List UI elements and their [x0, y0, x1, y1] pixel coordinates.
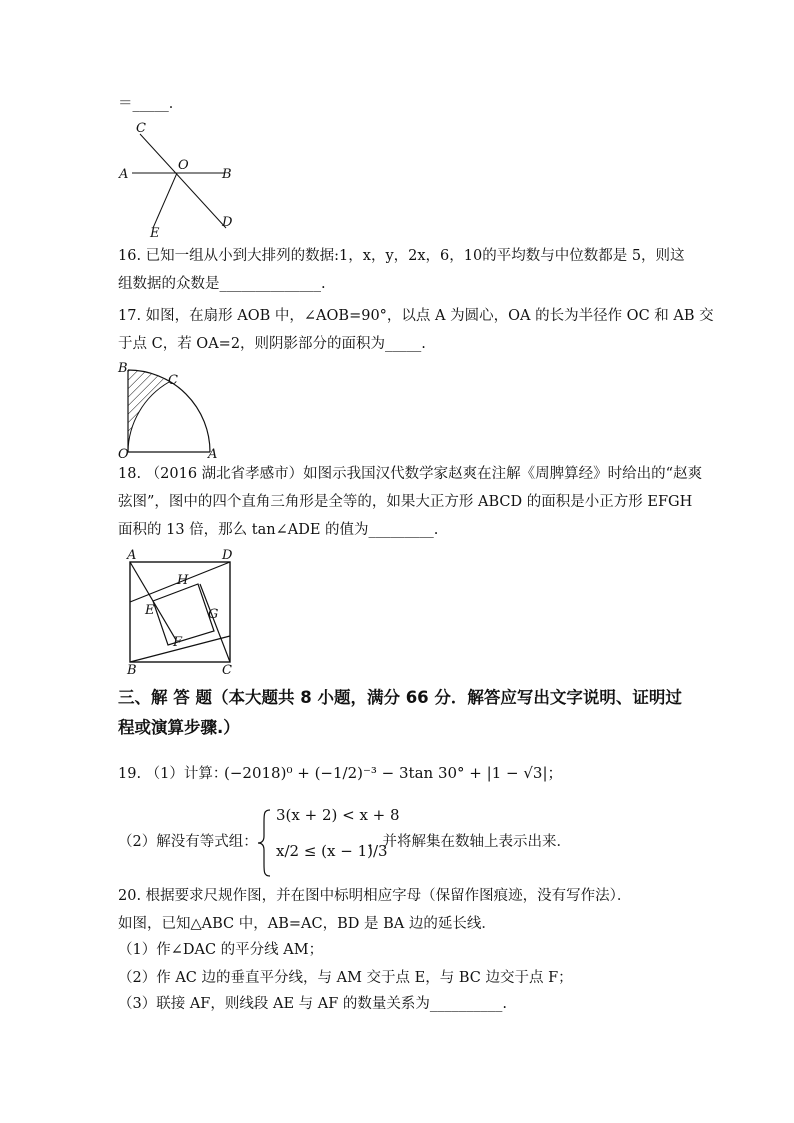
- section-3-heading-line-1: 三、解 答 题（本大题共 8 小题，满分 66 分．解答应写出文字说明、证明过: [118, 688, 682, 707]
- left-brace-icon: [256, 808, 274, 878]
- fig17-label-a: A: [208, 447, 218, 460]
- fig18-label-c: C: [222, 663, 232, 676]
- q19-part1-expression: (−2018)⁰ + (−1/2)⁻³ − 3tan 30° + |1 − √3|；: [224, 764, 563, 782]
- q20-line-2: 如图，已知△ABC 中，AB=AC，BD 是 BA 边的延长线．: [118, 916, 496, 932]
- fig17-label-o: O: [118, 447, 129, 460]
- fig18-label-h: H: [177, 573, 189, 588]
- fig18-label-b: B: [127, 663, 137, 676]
- q17-line-1: 17. 如图，在扇形 AOB 中，∠AOB=90°，以点 A 为圆心，OA 的长为半径作 OC 和 AB 交: [118, 308, 714, 324]
- fig15-label-d: D: [222, 215, 233, 230]
- fig18-label-a: A: [127, 548, 137, 563]
- q20-line-1: 20. 根据要求尺规作图，并在图中标明相应字母（保留作图痕迹，没有写作法）．: [118, 888, 632, 904]
- figure-q17-sector: [114, 360, 224, 460]
- fig18-label-g: G: [208, 607, 219, 622]
- inequality-1: 3(x + 2) < x + 8: [276, 806, 400, 824]
- q19-part2-prefix: （2）解没有等式组：: [118, 834, 258, 850]
- fig15-label-b: B: [222, 167, 232, 182]
- q18-line-1: 18. （2016 湖北省孝感市）如图示我国汉代数学家赵爽在注解《周脾算经》时给出的“赵爽: [118, 466, 703, 482]
- answer-blank-line-15: ＝_____．: [118, 96, 184, 112]
- inequality-2: x/2 ≤ (x − 1)/3: [276, 842, 388, 860]
- q16-line-2: 组数据的众数是______________.: [118, 276, 326, 292]
- q19-part1-prefix: 19. （1）计算：: [118, 766, 228, 782]
- fig15-label-c: C: [136, 121, 146, 136]
- fig18-label-f: F: [173, 635, 183, 650]
- fig15-label-e: E: [150, 226, 160, 238]
- q16-line-1: 16. 已知一组从小到大排列的数据:1，x，y，2x，6，10的平均数与中位数都是 5，则这: [118, 248, 685, 264]
- q20-line-5: （3）联接 AF，则线段 AE 与 AF 的数量关系为__________.: [118, 996, 507, 1012]
- q20-line-3: （1）作∠DAC 的平分线 AM；: [118, 942, 324, 958]
- fig17-label-b: B: [118, 361, 128, 376]
- q17-line-2: 于点 C，若 OA=2，则阴影部分的面积为_____.: [118, 336, 426, 352]
- q18-line-3: 面积的 13 倍，那么 tan∠ADE 的值为_________.: [118, 522, 439, 538]
- figure-q18-zhaoshuang: [118, 544, 244, 676]
- figure-q15-lines: [116, 116, 234, 238]
- q18-line-2: 弦图”，图中的四个直角三角形是全等的，如果大正方形 ABCD 的面积是小正方形 EFGH: [118, 494, 693, 510]
- q19-part2-suffix: ，并将解集在数轴上表示出来．: [368, 834, 571, 850]
- fig15-label-a: A: [119, 167, 129, 182]
- section-3-heading-line-2: 程或演算步骤.）: [118, 718, 240, 737]
- fig18-label-e: E: [145, 603, 155, 618]
- fig18-label-d: D: [222, 548, 233, 563]
- q20-line-4: （2）作 AC 边的垂直平分线，与 AM 交于点 E，与 BC 边交于点 F；: [118, 970, 573, 986]
- fig15-label-o: O: [178, 158, 189, 173]
- fig17-label-c: C: [168, 373, 178, 388]
